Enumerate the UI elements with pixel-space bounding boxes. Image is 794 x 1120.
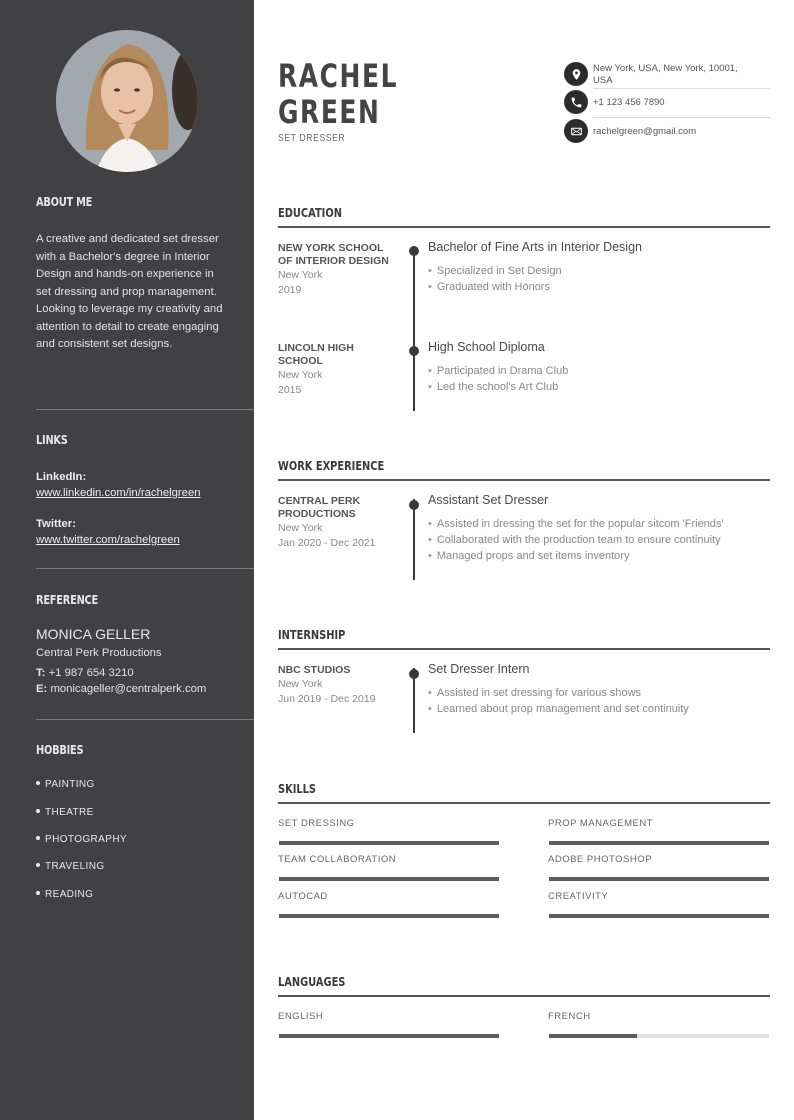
internship-bullets [428,685,689,717]
email-label: E: [36,683,48,695]
timeline-dot [409,346,419,356]
language-item [548,1011,769,1022]
reference-name: MONICA GELLER [36,626,151,642]
skill-label: TEAM COLLABORATION [278,854,397,865]
skill-bar-fill [549,877,769,881]
email-text: rachelgreen@gmail.com [593,126,697,137]
company-name: CENTRAL PERK PRODUCTIONS [278,495,361,520]
about-text: A creative and dedicated set dresser with a Bachelor's degree in Interior Design and hands-on experience in set dressing and prop management. Looking to leverage my creativity and attention to detail to create engaging and consistent set designs. [36,233,223,350]
skill-item [548,818,769,829]
skill-item [548,854,769,865]
bullet-icon [36,809,40,813]
timeline-dot [409,500,419,510]
language-label: FRENCH [548,1011,591,1022]
experience-item-org [278,495,398,551]
school-date: 2015 [278,384,302,396]
company-location: New York [278,678,323,690]
school-name: NEW YORK SCHOOL OF INTERIOR DESIGN [278,242,389,267]
skill-bar-fill [549,841,769,845]
hobby-item [36,779,95,790]
internship-dates: Jun 2019 - Dec 2019 [278,693,376,705]
divider [593,88,770,89]
hobby-label: THEATRE [45,807,94,818]
envelope-icon [564,119,588,143]
job-dates: Jan 2020 - Dec 2021 [278,537,376,549]
hobby-label: READING [45,889,94,900]
skill-label: AUTOCAD [278,891,328,902]
profile-photo [56,30,198,172]
twitter-url[interactable]: www.twitter.com/rachelgreen [36,534,180,546]
link-linkedin [36,469,201,501]
education-item-org [278,342,398,398]
company-name: NBC STUDIOS [278,664,351,676]
hobby-label: TRAVELING [45,861,105,872]
timeline-dot [409,246,419,256]
about-title: ABOUT ME [36,195,93,209]
address-line1: New York, USA, New York, 10001, [593,63,738,74]
job-bullets [428,516,724,564]
hobby-item [36,861,105,872]
twitter-label: Twitter: [36,518,76,530]
bullet-icon [36,891,40,895]
hobby-item [36,834,127,845]
reference-company: Central Perk Productions [36,647,162,659]
reference-email [36,683,206,695]
bullet-icon [36,781,40,785]
language-bar [549,1034,769,1038]
first-name: RACHEL [278,57,399,95]
skill-label: ADOBE PHOTOSHOP [548,854,652,865]
skill-bar [279,914,499,918]
skill-bar [279,841,499,845]
skill-label: SET DRESSING [278,818,355,829]
timeline-line [413,246,415,411]
hobby-label: PHOTOGRAPHY [45,834,128,845]
degree-title: Bachelor of Fine Arts in Interior Design [428,240,642,254]
bullet-item: • Specialized in Set Design [428,263,562,279]
skill-bar-fill [279,877,499,881]
language-bar-fill [549,1034,637,1038]
job-title: Assistant Set Dresser [428,493,549,507]
phone-text: +1 123 456 7890 [593,97,665,108]
timeline-line [413,499,415,580]
full-name [278,58,398,130]
bullet-item: • Participated in Drama Club [428,363,568,379]
language-label: ENGLISH [278,1011,324,1022]
skill-item [278,854,499,865]
degree-bullets [428,363,568,395]
hobbies-title: HOBBIES [36,743,84,757]
job-title: SET DRESSER [278,133,346,144]
sidebar [0,0,254,1120]
bullet-item: • Collaborated with the production team to ensure continuity [428,532,724,548]
school-location: New York [278,269,323,281]
reference-phone [36,667,134,679]
internship-title: INTERNSHIP [278,628,346,642]
last-name: GREEN [278,93,381,131]
divider [36,719,254,720]
skill-item [548,891,769,902]
bullet-icon [36,836,40,840]
phone-label: T: [36,667,46,679]
section-rule [278,479,770,481]
education-title: EDUCATION [278,206,342,220]
skill-item [278,891,499,902]
skill-bar [549,877,769,881]
skill-bar-fill [279,914,499,918]
bullet-item: • Assisted in dressing the set for the popular sitcom 'Friends' [428,516,724,532]
language-item [278,1011,499,1022]
skill-bar-fill [549,914,769,918]
section-rule [278,648,770,650]
skill-label: CREATIVITY [548,891,609,902]
skill-bar [549,841,769,845]
skill-bar-fill [279,841,499,845]
timeline-dot [409,669,419,679]
hobby-item [36,807,94,818]
linkedin-label: LinkedIn: [36,471,87,483]
language-bar-fill [279,1034,499,1038]
section-rule [278,995,770,997]
school-location: New York [278,369,323,381]
language-bar [279,1034,499,1038]
languages-title: LANGUAGES [278,975,346,989]
school-name: LINCOLN HIGH SCHOOL [278,342,354,367]
internship-title-text: Set Dresser Intern [428,662,530,676]
skills-title: SKILLS [278,782,317,796]
skill-bar [279,877,499,881]
address-text [593,63,769,86]
bullet-item: • Managed props and set items inventory [428,548,724,564]
section-rule [278,226,770,228]
internship-item-org [278,664,398,707]
bullet-item: • Graduated with Honors [428,279,562,295]
location-pin-icon [564,62,588,86]
bullet-item: • Learned about prop management and set continuity [428,701,689,717]
phone-icon [564,90,588,114]
skill-item [278,818,499,829]
divider [36,568,254,569]
links-title: LINKS [36,433,68,447]
degree-title: High School Diploma [428,340,545,354]
degree-bullets [428,263,562,295]
school-date: 2019 [278,284,302,296]
company-location: New York [278,522,323,534]
skill-label: PROP MANAGEMENT [548,818,653,829]
hobby-label: PAINTING [45,779,95,790]
hobby-item [36,889,93,900]
portrait-image [56,30,198,172]
section-rule [278,802,770,804]
skill-bar [549,914,769,918]
divider [36,409,254,410]
reference-title: REFERENCE [36,593,99,607]
experience-title: WORK EXPERIENCE [278,459,385,473]
bullet-icon [36,863,40,867]
phone-value: +1 987 654 3210 [48,667,134,679]
education-item-org [278,242,398,298]
bullet-item: • Assisted in set dressing for various shows [428,685,689,701]
bullet-item: • Led the school's Art Club [428,379,568,395]
linkedin-url[interactable]: www.linkedin.com/in/rachelgreen [36,487,201,499]
email-value: monicageller@centralperk.com [50,683,207,695]
address-line2: USA [593,74,613,86]
link-twitter [36,516,180,548]
divider [593,117,770,118]
